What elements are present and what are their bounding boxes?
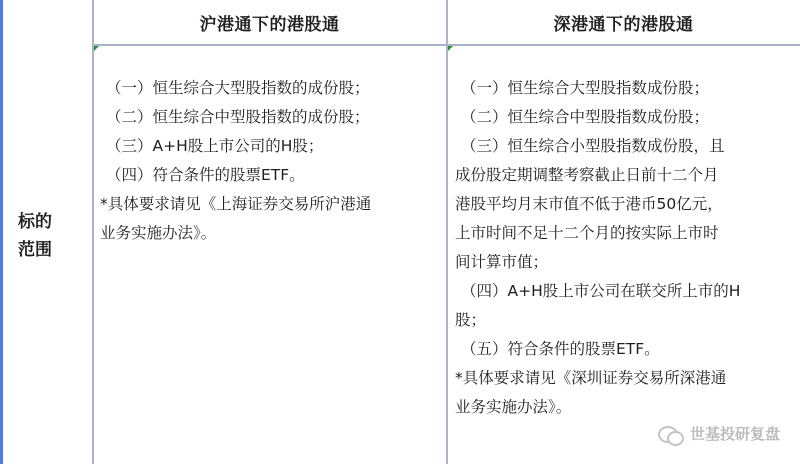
scope-note: *具体要求请见《深圳证券交易所深港通	[455, 369, 727, 387]
scope-item: （二）恒生综合中型股指数的成份股；	[106, 108, 370, 126]
scope-item-continued: 成份股定期调整考察截止日前十二个月	[455, 166, 719, 184]
header-shanghai-hk-connect: 沪港通下的港股通	[199, 14, 340, 35]
column-divider-1	[92, 0, 94, 464]
header-shenzhen-hk-connect: 深港通下的港股通	[553, 14, 694, 35]
watermark	[658, 423, 780, 444]
cell-corner-mark	[94, 46, 99, 51]
row-label-line: 标的	[18, 212, 52, 232]
scope-item-continued: 上市时间不足十二个月的按实际上市时	[455, 224, 719, 242]
scope-note: *具体要求请见《上海证券交易所沪港通	[100, 195, 372, 213]
scope-note: 业务实施办法》。	[100, 224, 217, 242]
scope-item: （三）A+H股上市公司的H股；	[106, 137, 324, 155]
header-divider	[92, 44, 800, 46]
scope-item: （三）恒生综合小型股指数成份股，且	[461, 137, 725, 155]
watermark-text: 世基投研复盘	[689, 425, 780, 443]
wechat-icon	[658, 424, 684, 444]
table-left-border	[0, 0, 3, 464]
scope-note: 业务实施办法》。	[455, 398, 572, 416]
scope-item-continued: 港股平均月末市值不低于港币50亿元，	[455, 195, 723, 213]
scope-item-continued: 间计算市值；	[455, 253, 549, 271]
scope-item-continued: 股；	[455, 311, 487, 329]
scope-item: （五）符合条件的股票ETF。	[461, 340, 660, 358]
scope-item: （一）恒生综合大型股指数成份股；	[461, 79, 710, 97]
scope-item: （二）恒生综合中型股指数成份股；	[461, 108, 710, 126]
row-label-line: 范围	[18, 240, 52, 260]
scope-item: （一）恒生综合大型股指数的成份股；	[106, 79, 370, 97]
row-label-scope	[18, 208, 82, 264]
cell-corner-mark	[448, 46, 453, 51]
scope-item: （四）符合条件的股票ETF。	[106, 166, 305, 184]
scope-item: （四）A+H股上市公司在联交所上市的H	[461, 282, 741, 300]
column-divider-2	[446, 0, 448, 464]
cell-shenzhen-scope	[455, 74, 800, 422]
cell-shanghai-scope	[100, 74, 442, 248]
